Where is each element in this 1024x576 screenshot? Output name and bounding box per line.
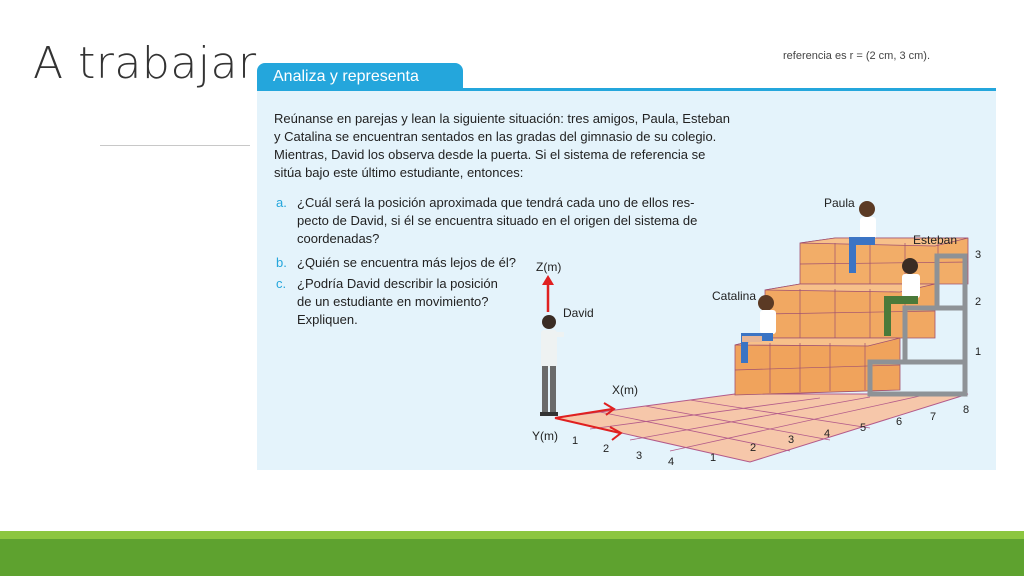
z-tick: 1 <box>975 346 982 358</box>
question-line: de un estudiante en movimiento? <box>297 294 489 309</box>
x-tick: 1 <box>710 452 717 464</box>
x-tick: 7 <box>930 411 937 423</box>
x-tick: 3 <box>788 434 795 446</box>
question-line: ¿Podría David describir la posición <box>297 276 498 291</box>
card-tab: Analiza y representa <box>257 63 463 90</box>
question-line: pecto de David, si él se encuentra situado en el origen del sistema de <box>297 213 698 228</box>
floor <box>555 394 968 462</box>
axis-x-label: X(m) <box>612 383 638 397</box>
paula-label: Paula <box>824 196 855 210</box>
x-tick: 8 <box>963 404 970 416</box>
question-label: c. <box>276 276 287 291</box>
intro-line: Mientras, David los observa desde la puerta. Si el sistema de referencia se <box>274 147 706 162</box>
question-line: ¿Cuál será la posición aproximada que tendrá cada uno de ellos res- <box>297 195 695 210</box>
david-label: David <box>563 306 594 320</box>
question-label: a. <box>276 195 287 210</box>
cropped-text: referencia es r = (2 cm, 3 cm). <box>783 50 931 62</box>
x-tick: 4 <box>824 428 831 440</box>
x-tick: 6 <box>896 416 903 428</box>
intro-line: sitúa bajo este último estudiante, entonces: <box>274 165 524 180</box>
axis-y-label: Y(m) <box>532 429 558 443</box>
catalina-label: Catalina <box>712 289 757 303</box>
x-tick: 2 <box>750 442 757 454</box>
z-tick: 3 <box>975 249 982 261</box>
question-line: ¿Quién se encuentra más lejos de él? <box>297 255 516 270</box>
y-tick: 4 <box>668 456 675 468</box>
y-tick: 1 <box>572 435 579 447</box>
z-tick: 2 <box>975 296 982 308</box>
y-tick: 3 <box>636 450 643 462</box>
intro-line: y Catalina se encuentran sentados en las gradas del gimnasio de su colegio. <box>274 129 717 144</box>
intro-line: Reúnanse en parejas y lean la siguiente situación: tres amigos, Paula, Esteban <box>274 111 731 126</box>
david-figure <box>540 315 564 416</box>
slide-title: A trabajar <box>33 38 257 89</box>
axis-z-label: Z(m) <box>536 260 562 274</box>
question-line: Expliquen. <box>297 312 358 327</box>
footer-accent-bar <box>0 531 1024 539</box>
x-tick: 5 <box>860 422 867 434</box>
y-tick: 2 <box>603 443 610 455</box>
footer-bar <box>0 539 1024 576</box>
question-label: b. <box>276 255 287 270</box>
question-line: coordenadas? <box>297 231 380 246</box>
esteban-label: Esteban <box>913 233 958 247</box>
